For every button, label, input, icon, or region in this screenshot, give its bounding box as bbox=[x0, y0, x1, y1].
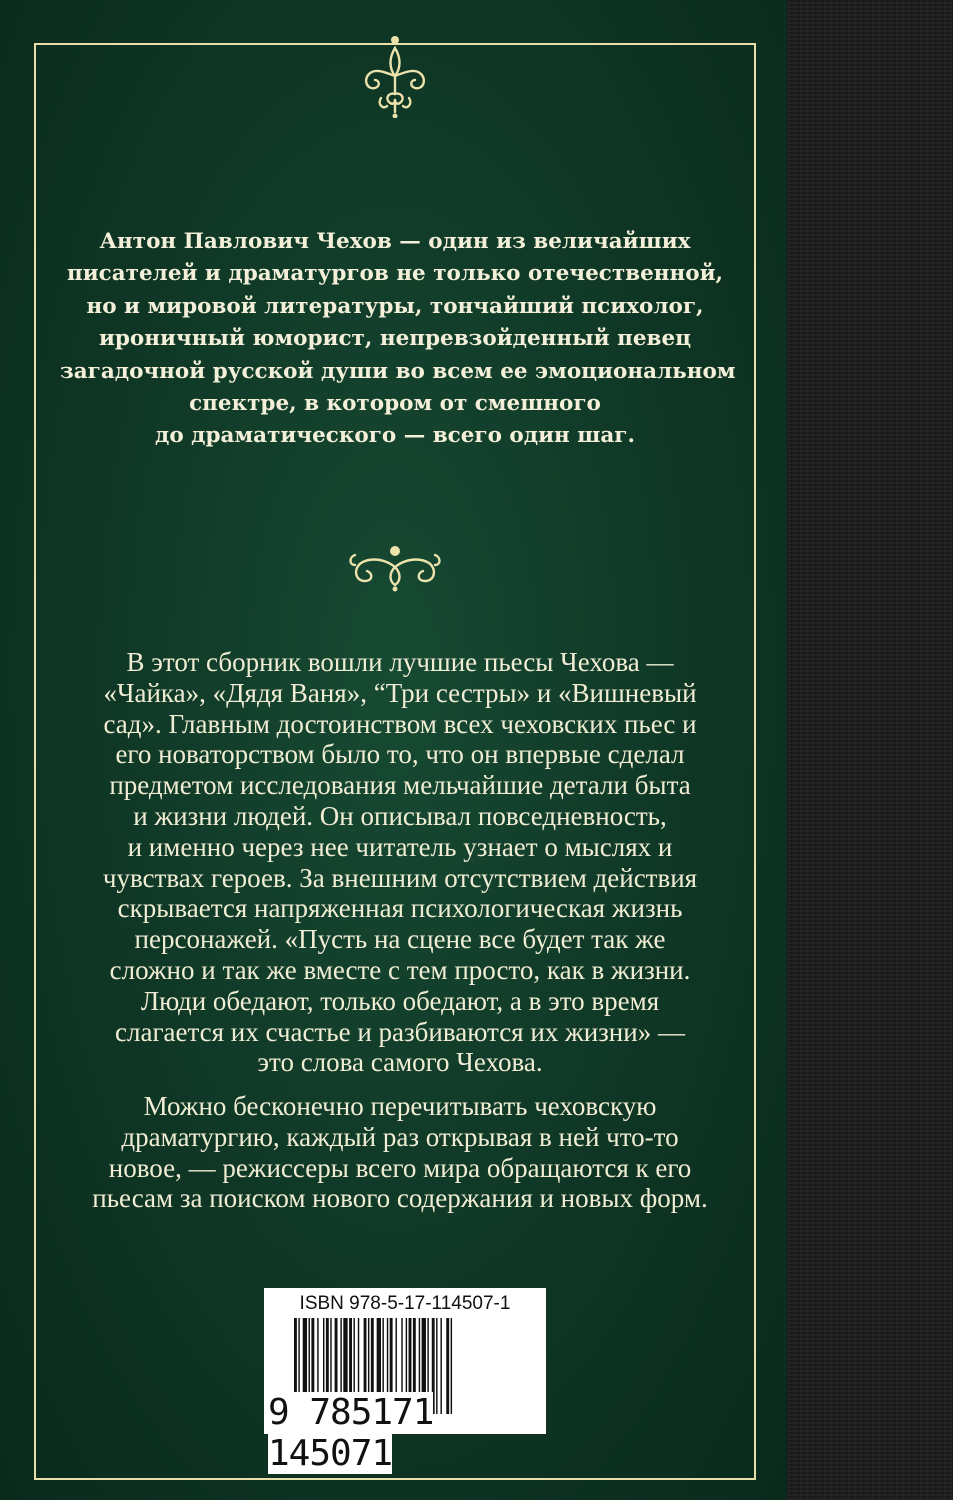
description-line: скрывается напряженная психологическая жизнь bbox=[117, 893, 683, 924]
description-line: В этот сборник вошли лучшие пьесы Чехова — bbox=[126, 647, 674, 677]
isbn-number: ISBN 978-5-17-114507-1 bbox=[299, 1293, 511, 1314]
description-line: его новаторством было то, что он впервые сделал bbox=[115, 739, 685, 770]
intro-line: ироничный юморист, непревзойденный певец bbox=[98, 326, 692, 352]
closing-line: драматургию, каждый раз открывая в ней что-то bbox=[121, 1121, 679, 1152]
closing-line: пьесам за поиском нового содержания и новых форм. bbox=[92, 1183, 708, 1214]
main-description-paragraph bbox=[70, 647, 730, 1078]
description-line: предметом исследования мельчайшие детали быта bbox=[109, 770, 691, 801]
bold-intro-paragraph bbox=[60, 226, 736, 453]
barcode-digits: 9 785171 145071 bbox=[268, 1392, 434, 1474]
intro-line: Антон Павлович Чехов — один из величайших bbox=[99, 229, 691, 254]
isbn-barcode bbox=[264, 1288, 546, 1474]
intro-line: спектре, в котором от смешного bbox=[189, 391, 601, 417]
closing-line: Можно бесконечно перечитывать чеховскую bbox=[143, 1091, 657, 1121]
description-line: и именно через нее читатель узнает о мыслях и bbox=[127, 831, 673, 862]
description-line: Люди обедают, только обедают, а в это время bbox=[140, 985, 660, 1016]
description-line: чувствах героев. За внешним отсутствием действия bbox=[102, 862, 698, 893]
description-line: это слова самого Чехова. bbox=[257, 1047, 543, 1078]
description-line: сложно и так же вместе с тем просто, как в жизни. bbox=[109, 954, 691, 985]
middle-flourish-ornament bbox=[345, 537, 445, 593]
closing-line: новое, — режиссеры всего мира обращаются к его bbox=[108, 1152, 692, 1183]
closing-paragraph bbox=[60, 1091, 740, 1214]
intro-line: писателей и драматургов не только отечественной, bbox=[66, 261, 724, 287]
intro-line: до драматического — всего один шаг. bbox=[155, 423, 635, 449]
description-line: «Чайка», «Дядя Ваня», “Три сестры» и «Вишневый bbox=[103, 677, 697, 708]
description-line: и жизни людей. Он описывал повседневность, bbox=[133, 800, 667, 831]
description-line: сад». Главным достоинством всех чеховских пьес и bbox=[103, 708, 697, 739]
book-spine-edge bbox=[787, 0, 953, 1500]
intro-line: загадочной русской души во всем ее эмоциональном bbox=[60, 358, 736, 384]
intro-line: но и мировой литературы, тончайший психолог, bbox=[86, 293, 704, 319]
description-line: слагается их счастье и разбиваются их жизни» — bbox=[115, 1016, 685, 1047]
top-flourish-ornament bbox=[355, 28, 435, 118]
description-line: персонажей. «Пусть на сцене все будет так же bbox=[134, 924, 666, 955]
